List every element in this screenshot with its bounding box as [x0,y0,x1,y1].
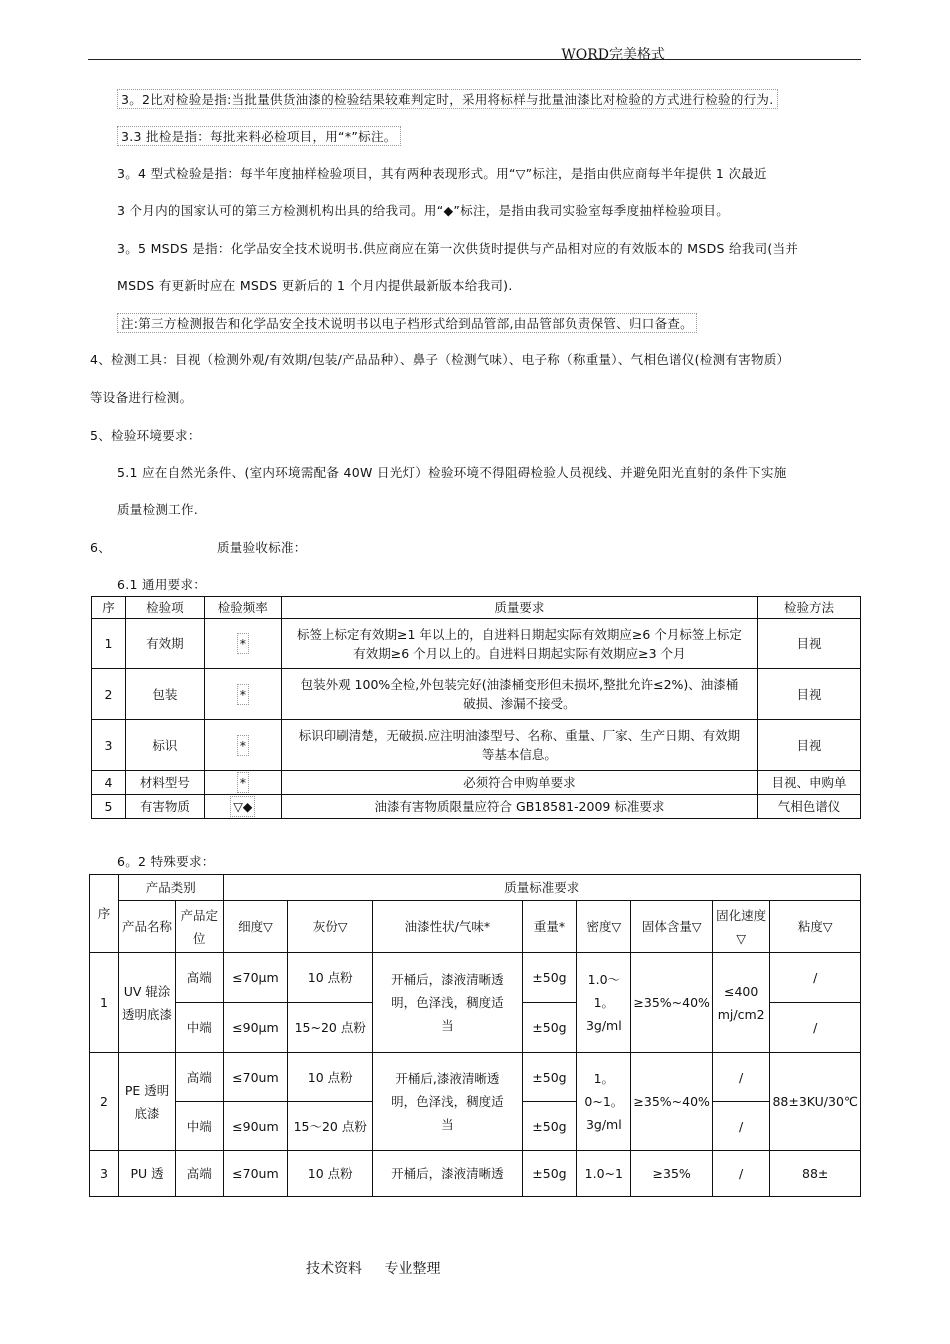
cell-product-name: UV 辊涂透明底漆 [119,953,176,1053]
section-5-1-line1: 5.1 应在自然光条件、(室内环境需配备 40W 日光灯）检验环境不得阻碍检验人员视线、并避免阳光直射的条件下实施 [117,465,787,480]
cell-position: 中端 [176,1003,223,1053]
cell-fineness: ≤70um [223,1053,288,1102]
cell-no: 1 [92,619,126,669]
cell-viscosity: 88±3KU/30℃ [770,1053,861,1151]
cell-freq [204,619,281,669]
cell-requirement: 油漆有害物质限量应符合 GB18581-2009 标准要求 [281,795,757,819]
col-header-no: 序 [90,875,119,953]
section-6-title: 质量验收标准： [217,540,307,555]
col-header-nature: 油漆性状/气味* [373,901,522,953]
cell-cure: / [712,1053,770,1102]
cell-viscosity: / [770,953,861,1003]
col-header: 检验项 [125,597,204,619]
cell-fineness: ≤90um [223,1102,288,1151]
cell-product-name: PU 透 [119,1151,176,1197]
cell-density: 1.0～1。3g/ml [577,953,631,1053]
cell-requirement: 包装外观 100%全检,外包装完好(油漆桶变形但未损坏,整批允许≤2%)、油漆桶破损、渗漏不接受。 [281,669,757,720]
cell-item: 有效期 [125,619,204,669]
section-4-line2: 等设备进行检测。 [90,390,193,405]
col-header-standard: 质量标准要求 [223,875,861,901]
cell-nature: 开桶后，漆液清晰透 [373,1151,522,1197]
para-3-4-line2: 3 个月内的国家认可的第三方检测机构出具的给我司。用“◆”标注，是指由我司实验室每季度抽样检验项目。 [117,203,729,218]
cell-density: 1。0~1。3g/ml [577,1053,631,1151]
cell-no: 2 [92,669,126,720]
cell-cure: / [712,1102,770,1151]
cell-density: 1.0~1 [577,1151,631,1197]
cell-solid: ≥35%~40% [631,953,713,1053]
cell-ash: 10 点粉 [288,953,373,1003]
table-row [92,619,861,669]
cell-item: 标识 [125,720,204,771]
cell-method: 气相色谱仪 [758,795,861,819]
cell-no: 5 [92,795,126,819]
general-requirements-table [91,596,861,819]
cell-method: 目视 [758,619,861,669]
col-header-position: 产品定位 [176,901,223,953]
section-5-1-line2: 质量检测工作. [117,502,199,517]
cell-ash: 15~20 点粉 [288,1003,373,1053]
cell-cure: ≤400 mj/cm2 [712,953,770,1053]
cell-freq [204,795,281,819]
cell-cure: / [712,1151,770,1197]
header-rule [88,59,861,60]
col-header: 质量要求 [281,597,757,619]
section-6-2-heading: 6。2 特殊要求： [117,854,215,869]
batch-mark: * [237,772,249,793]
col-header-name: 产品名称 [119,901,176,953]
cell-nature: 开桶后,漆液清晰透明，色泽浅，稠度适当 [373,1053,522,1151]
cell-position: 中端 [176,1102,223,1151]
para-3-3: 3.3 批检是指：每批来料必检项目，用“*”标注。 [117,126,401,146]
table-row [92,720,861,771]
type-test-mark: ▽◆ [230,796,255,817]
col-header-cure: 固化速度▽ [712,901,770,953]
table-row [90,953,861,1003]
cell-weight: ±50g [522,1003,577,1053]
para-3-2: 3。2比对检验是指:当批量供货油漆的检验结果较难判定时，采用将标样与批量油漆比对检验的方式进行检验的行为. [117,89,778,109]
cell-weight: ±50g [522,953,577,1003]
col-header-ash: 灰份▽ [288,901,373,953]
col-header: 检验频率 [204,597,281,619]
cell-method: 目视 [758,720,861,771]
section-4-line1: 4、检测工具：目视（检测外观/有效期/包装/产品品种）、鼻子（检测气味）、电子称（称重量）、气相色谱仪(检测有害物质） [90,352,790,367]
cell-requirement: 必须符合申购单要求 [281,771,757,795]
para-3-4-line1: 3。4 型式检验是指：每半年度抽样检验项目，其有两种表现形式。用“▽”标注，是指由供应商每半年提供 1 次最近 [117,166,767,181]
col-header-weight: 重量* [522,901,577,953]
cell-solid: ≥35% [631,1151,713,1197]
batch-mark: * [237,735,249,756]
para-note: 注:第三方检测报告和化学品安全技术说明书以电子档形式给到品管部,由品管部负责保管、归口备查。 [117,313,697,333]
special-requirements-table [89,874,861,1197]
table-header-row [92,597,861,619]
cell-ash: 10 点粉 [288,1053,373,1102]
col-header: 序 [92,597,126,619]
cell-method: 目视、申购单 [758,771,861,795]
cell-weight: ±50g [522,1102,577,1151]
cell-fineness: ≤70μm [223,953,288,1003]
table-row [92,771,861,795]
cell-product-name: PE 透明底漆 [119,1053,176,1151]
cell-position: 高端 [176,953,223,1003]
col-header: 检验方法 [758,597,861,619]
cell-requirement: 标签上标定有效期≥1 年以上的，自进料日期起实际有效期应≥6 个月标签上标定有效期≥6 个月以上的。自进料日期起实际有效期应≥3 个月 [281,619,757,669]
cell-ash: 15～20 点粉 [288,1102,373,1151]
table-row [90,1151,861,1197]
cell-weight: ±50g [522,1053,577,1102]
cell-weight: ±50g [522,1151,577,1197]
cell-freq [204,669,281,720]
cell-ash: 10 点粉 [288,1151,373,1197]
section-5-heading: 5、检验环境要求： [90,428,201,443]
table-row [92,795,861,819]
table-row [92,669,861,720]
cell-no: 1 [90,953,119,1053]
table-subheader-row [90,901,861,953]
col-header-fineness: 细度▽ [223,901,288,953]
col-header-density: 密度▽ [577,901,631,953]
col-header-viscosity: 粘度▽ [770,901,861,953]
cell-freq [204,720,281,771]
cell-nature: 开桶后，漆液清晰透明，色泽浅，稠度适当 [373,953,522,1053]
section-6-1-heading: 6.1 通用要求： [117,577,207,592]
section-6-number: 6、 [90,540,112,555]
batch-mark: * [237,684,249,705]
cell-position: 高端 [176,1151,223,1197]
cell-solid: ≥35%~40% [631,1053,713,1151]
col-header-solid: 固体含量▽ [631,901,713,953]
cell-fineness: ≤70um [223,1151,288,1197]
cell-viscosity: 88± [770,1151,861,1197]
para-3-5-line2: MSDS 有更新时应在 MSDS 更新后的 1 个月内提供最新版本给我司). [117,278,513,293]
col-header-category: 产品类别 [119,875,223,901]
cell-method: 目视 [758,669,861,720]
cell-position: 高端 [176,1053,223,1102]
cell-no: 3 [92,720,126,771]
cell-no: 2 [90,1053,119,1151]
page-footer: 技术资料 专业整理 [306,1261,441,1277]
cell-item: 包装 [125,669,204,720]
cell-viscosity: / [770,1003,861,1053]
cell-freq [204,771,281,795]
cell-fineness: ≤90μm [223,1003,288,1053]
table-row [90,1053,861,1102]
cell-item: 有害物质 [125,795,204,819]
cell-item: 材料型号 [125,771,204,795]
batch-mark: * [237,633,249,654]
table-header-row [90,875,861,901]
page-header-title: WORD完美格式 [561,47,665,63]
cell-no: 4 [92,771,126,795]
cell-no: 3 [90,1151,119,1197]
cell-requirement: 标识印刷清楚，无破损.应注明油漆型号、名称、重量、厂家、生产日期、有效期等基本信息。 [281,720,757,771]
para-3-5-line1: 3。5 MSDS 是指：化学品安全技术说明书.供应商应在第一次供货时提供与产品相对应的有效版本的 MSDS 给我司(当并 [117,241,799,256]
